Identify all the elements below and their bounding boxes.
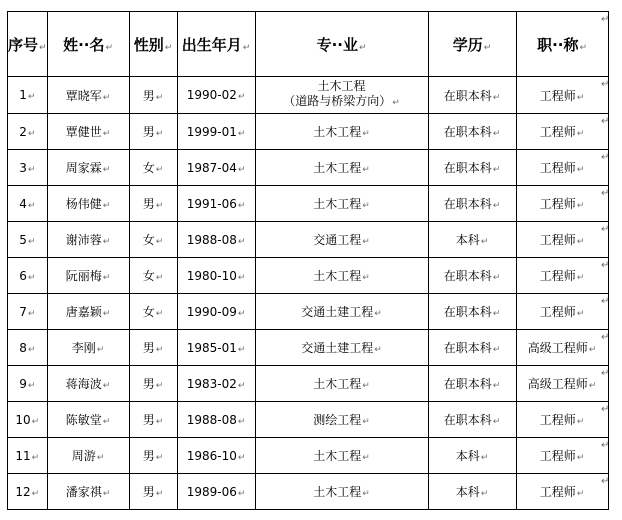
row-end-mark: ↵ xyxy=(601,439,610,451)
paragraph-mark: ↵ xyxy=(374,345,382,355)
cell-gender: 男↵ xyxy=(129,330,177,366)
table-row xyxy=(8,330,609,366)
cell-name: 谢沛蓉↵ xyxy=(47,222,129,258)
paragraph-mark: ↵ xyxy=(96,345,105,355)
cell-title: 工程师↵ xyxy=(516,438,608,474)
cell-major: 土木工程↵ xyxy=(255,474,428,510)
cell-birth: 1985-01↵ xyxy=(177,330,255,366)
paragraph-mark: ↵ xyxy=(492,345,501,355)
table-row xyxy=(8,294,609,330)
cell-name: 唐嘉颖↵ xyxy=(47,294,129,330)
cell-birth: 1988-08↵ xyxy=(177,402,255,438)
paragraph-mark: ↵ xyxy=(362,129,370,139)
paragraph-mark: ↵ xyxy=(492,417,501,427)
paragraph-mark: ↵ xyxy=(102,273,111,283)
cell-gender: 男↵ xyxy=(129,438,177,474)
cell-title: 工程师↵ xyxy=(516,294,608,330)
paragraph-mark: ↵ xyxy=(576,453,585,463)
paragraph-mark: ↵ xyxy=(374,309,382,319)
staff-table xyxy=(7,11,609,510)
paragraph-mark: ↵ xyxy=(237,344,246,355)
paragraph-mark: ↵ xyxy=(492,309,501,319)
table-row xyxy=(8,77,609,114)
cell-birth: 1990-09↵ xyxy=(177,294,255,330)
paragraph-mark: ↵ xyxy=(237,200,246,211)
cell-major: 交通土建工程↵ xyxy=(255,330,428,366)
cell-name: 蒋海波↵ xyxy=(47,366,129,402)
paragraph-mark: ↵ xyxy=(492,92,501,103)
paragraph-mark: ↵ xyxy=(27,128,36,139)
cell-gender: 男↵ xyxy=(129,402,177,438)
cell-no: 10↵ xyxy=(8,402,48,438)
paragraph-mark: ↵ xyxy=(480,237,489,247)
cell-no: 4↵ xyxy=(8,186,48,222)
paragraph-mark: ↵ xyxy=(576,417,585,427)
paragraph-mark: ↵ xyxy=(362,165,370,175)
cell-name: 覃健世↵ xyxy=(47,114,129,150)
paragraph-mark: ↵ xyxy=(27,344,36,355)
paragraph-mark: ↵ xyxy=(588,345,597,355)
cell-title: 工程师↵ xyxy=(516,474,608,510)
cell-edu: 在职本科↵ xyxy=(428,186,516,222)
paragraph-mark: ↵ xyxy=(31,452,40,463)
paragraph-mark: ↵ xyxy=(362,489,370,499)
row-end-mark: ↵ xyxy=(601,259,610,271)
cell-birth: 1987-04↵ xyxy=(177,150,255,186)
paragraph-mark: ↵ xyxy=(155,201,164,211)
paragraph-mark: ↵ xyxy=(362,237,370,247)
cell-edu: 在职本科↵ xyxy=(428,366,516,402)
paragraph-mark: ↵ xyxy=(480,453,489,463)
row-end-mark: ↵ xyxy=(601,295,610,307)
paragraph-mark: ↵ xyxy=(492,129,501,139)
cell-no: 11↵ xyxy=(8,438,48,474)
row-end-mark: ↵ xyxy=(601,331,610,343)
paragraph-mark: ↵ xyxy=(102,417,111,427)
paragraph-mark: ↵ xyxy=(155,92,164,103)
row-end-mark: ↵ xyxy=(601,151,610,163)
cell-no: 2↵ xyxy=(8,114,48,150)
paragraph-mark: ↵ xyxy=(102,381,111,391)
paragraph-mark: ↵ xyxy=(237,92,246,102)
cell-birth: 1988-08↵ xyxy=(177,222,255,258)
paragraph-mark: ↵ xyxy=(362,201,370,211)
paragraph-mark: ↵ xyxy=(27,92,36,102)
paragraph-mark: ↵ xyxy=(155,381,164,391)
paragraph-mark: ↵ xyxy=(31,416,40,427)
paragraph-mark: ↵ xyxy=(362,453,370,463)
paragraph-mark: ↵ xyxy=(155,237,164,247)
cell-edu: 在职本科↵ xyxy=(428,330,516,366)
cell-major: 土木工程↵ xyxy=(255,366,428,402)
cell-no: 9↵ xyxy=(8,366,48,402)
paragraph-mark: ↵ xyxy=(480,489,489,499)
table-row xyxy=(8,474,609,510)
paragraph-mark: ↵ xyxy=(576,165,585,175)
table-row xyxy=(8,186,609,222)
cell-gender: 女↵ xyxy=(129,258,177,294)
paragraph-mark: ↵ xyxy=(576,273,585,283)
cell-major: 交通工程↵ xyxy=(255,222,428,258)
paragraph-mark: ↵ xyxy=(155,489,164,499)
col-header-no: 序号↵ xyxy=(8,12,48,77)
row-end-mark: ↵ xyxy=(601,78,610,90)
row-end-mark: ↵ xyxy=(601,223,610,235)
cell-no: 1↵ xyxy=(8,77,48,114)
cell-name: 杨伟健↵ xyxy=(47,186,129,222)
cell-no: 6↵ xyxy=(8,258,48,294)
paragraph-mark: ↵ xyxy=(237,452,246,463)
paragraph-mark: ↵ xyxy=(155,453,164,463)
paragraph-mark: ↵ xyxy=(237,380,246,391)
cell-major-note: （道路与桥梁方向） xyxy=(283,94,392,108)
col-header-major: 专··业↵ xyxy=(255,12,428,77)
paragraph-mark: ↵ xyxy=(102,92,111,103)
paragraph-mark: ↵ xyxy=(492,165,501,175)
row-end-mark: ↵ xyxy=(601,13,610,25)
paragraph-mark: ↵ xyxy=(155,345,164,355)
cell-birth: 1980-10↵ xyxy=(177,258,255,294)
cell-no: 3↵ xyxy=(8,150,48,186)
paragraph-mark: ↵ xyxy=(27,380,36,391)
table-row xyxy=(8,222,609,258)
paragraph-mark: ↵ xyxy=(492,201,501,211)
paragraph-mark: ↵ xyxy=(237,416,246,427)
paragraph-mark: ↵ xyxy=(155,129,164,139)
paragraph-mark: ↵ xyxy=(576,489,585,499)
cell-no: 5↵ xyxy=(8,222,48,258)
paragraph-mark: ↵ xyxy=(155,309,164,319)
table-row xyxy=(8,150,609,186)
row-end-mark: ↵ xyxy=(601,403,610,415)
cell-birth: 1999-01↵ xyxy=(177,114,255,150)
cell-title: 工程师↵ xyxy=(516,186,608,222)
cell-gender: 男↵ xyxy=(129,366,177,402)
paragraph-mark: ↵ xyxy=(102,165,111,175)
paragraph-mark: ↵ xyxy=(102,201,111,211)
cell-title: 工程师↵ xyxy=(516,258,608,294)
paragraph-mark: ↵ xyxy=(27,272,36,283)
table-row xyxy=(8,114,609,150)
paragraph-mark: ↵ xyxy=(576,237,585,247)
table-row xyxy=(8,402,609,438)
cell-major: 土木工程↵ xyxy=(255,114,428,150)
cell-gender: 女↵ xyxy=(129,150,177,186)
cell-birth: 1991-06↵ xyxy=(177,186,255,222)
cell-gender: 女↵ xyxy=(129,294,177,330)
paragraph-mark: ↵ xyxy=(102,489,111,499)
cell-title: 工程师↵ xyxy=(516,150,608,186)
cell-edu: 在职本科↵ xyxy=(428,402,516,438)
cell-edu: 在职本科↵ xyxy=(428,114,516,150)
cell-name: 覃晓军↵ xyxy=(47,77,129,114)
cell-name: 周家霖↵ xyxy=(47,150,129,186)
cell-gender: 男↵ xyxy=(129,474,177,510)
paragraph-mark: ↵ xyxy=(237,164,246,175)
cell-gender: 男↵ xyxy=(129,77,177,114)
col-header-education: 学历↵ xyxy=(428,12,516,77)
cell-edu: 在职本科↵ xyxy=(428,77,516,114)
paragraph-mark: ↵ xyxy=(492,273,501,283)
cell-gender: 女↵ xyxy=(129,222,177,258)
cell-name: 阮丽梅↵ xyxy=(47,258,129,294)
paragraph-mark: ↵ xyxy=(102,309,111,319)
cell-name: 陈敏堂↵ xyxy=(47,402,129,438)
cell-edu: 本科↵ xyxy=(428,474,516,510)
table-row xyxy=(8,438,609,474)
cell-edu: 本科↵ xyxy=(428,438,516,474)
cell-title: 工程师↵ xyxy=(516,222,608,258)
paragraph-mark: ↵ xyxy=(27,308,36,319)
paragraph-mark: ↵ xyxy=(27,164,36,175)
table-row xyxy=(8,366,609,402)
cell-edu: 在职本科↵ xyxy=(428,150,516,186)
row-end-mark: ↵ xyxy=(601,187,610,199)
paragraph-mark: ↵ xyxy=(31,488,40,499)
cell-no: 7↵ xyxy=(8,294,48,330)
cell-name: 李刚↵ xyxy=(47,330,129,366)
cell-gender: 男↵ xyxy=(129,186,177,222)
paragraph-mark: ↵ xyxy=(27,200,36,211)
paragraph-mark: ↵ xyxy=(492,381,501,391)
cell-major: 土木工程↵ xyxy=(255,186,428,222)
cell-name: 周游↵ xyxy=(47,438,129,474)
cell-major: 土木工程↵ xyxy=(255,438,428,474)
paragraph-mark: ↵ xyxy=(237,236,246,247)
paragraph-mark: ↵ xyxy=(362,381,370,391)
row-end-mark: ↵ xyxy=(601,367,610,379)
row-end-mark: ↵ xyxy=(601,115,610,127)
cell-edu: 在职本科↵ xyxy=(428,258,516,294)
cell-gender: 男↵ xyxy=(129,114,177,150)
paragraph-mark: ↵ xyxy=(362,417,370,427)
cell-major: 交通土建工程↵ xyxy=(255,294,428,330)
cell-edu: 本科↵ xyxy=(428,222,516,258)
cell-birth: 1986-10↵ xyxy=(177,438,255,474)
paragraph-mark: ↵ xyxy=(155,417,164,427)
paragraph-mark: ↵ xyxy=(237,308,246,319)
cell-birth: 1983-02↵ xyxy=(177,366,255,402)
col-header-name: 姓··名↵ xyxy=(47,12,129,77)
cell-title: 高级工程师↵ xyxy=(516,330,608,366)
cell-birth: 1989-06↵ xyxy=(177,474,255,510)
paragraph-mark: ↵ xyxy=(362,273,370,283)
paragraph-mark: ↵ xyxy=(576,129,585,139)
paragraph-mark: ↵ xyxy=(102,129,111,139)
table-row xyxy=(8,258,609,294)
cell-major: 土木工程↵ xyxy=(255,150,428,186)
cell-no: 8↵ xyxy=(8,330,48,366)
paragraph-mark: ↵ xyxy=(237,128,246,139)
cell-major: 土木工程↵ xyxy=(255,258,428,294)
cell-title: 高级工程师↵ xyxy=(516,366,608,402)
cell-title: 工程师↵ xyxy=(516,402,608,438)
cell-birth: 1990-02↵ xyxy=(177,77,255,114)
paragraph-mark: ↵ xyxy=(237,488,246,499)
row-end-mark: ↵ xyxy=(601,475,610,487)
paragraph-mark: ↵ xyxy=(102,237,111,247)
paragraph-mark: ↵ xyxy=(576,309,585,319)
table-header-row xyxy=(8,12,609,77)
col-header-gender: 性别↵ xyxy=(129,12,177,77)
cell-title: 工程师↵ xyxy=(516,114,608,150)
cell-name: 潘家祺↵ xyxy=(47,474,129,510)
paragraph-mark: ↵ xyxy=(96,453,105,463)
cell-edu: 在职本科↵ xyxy=(428,294,516,330)
cell-major: 土木工程 （道路与桥梁方向）↵ xyxy=(255,77,428,114)
paragraph-mark: ↵ xyxy=(576,92,585,103)
paragraph-mark: ↵ xyxy=(155,273,164,283)
cell-major: 测绘工程↵ xyxy=(255,402,428,438)
paragraph-mark: ↵ xyxy=(588,381,597,391)
cell-title: 工程师↵ xyxy=(516,77,608,114)
paragraph-mark: ↵ xyxy=(576,201,585,211)
cell-no: 12↵ xyxy=(8,474,48,510)
col-header-title: 职··称↵ xyxy=(516,12,608,77)
paragraph-mark: ↵ xyxy=(237,272,246,283)
paragraph-mark: ↵ xyxy=(392,98,400,108)
paragraph-mark: ↵ xyxy=(27,236,36,247)
paragraph-mark: ↵ xyxy=(155,165,164,175)
col-header-birth: 出生年月↵ xyxy=(177,12,255,77)
